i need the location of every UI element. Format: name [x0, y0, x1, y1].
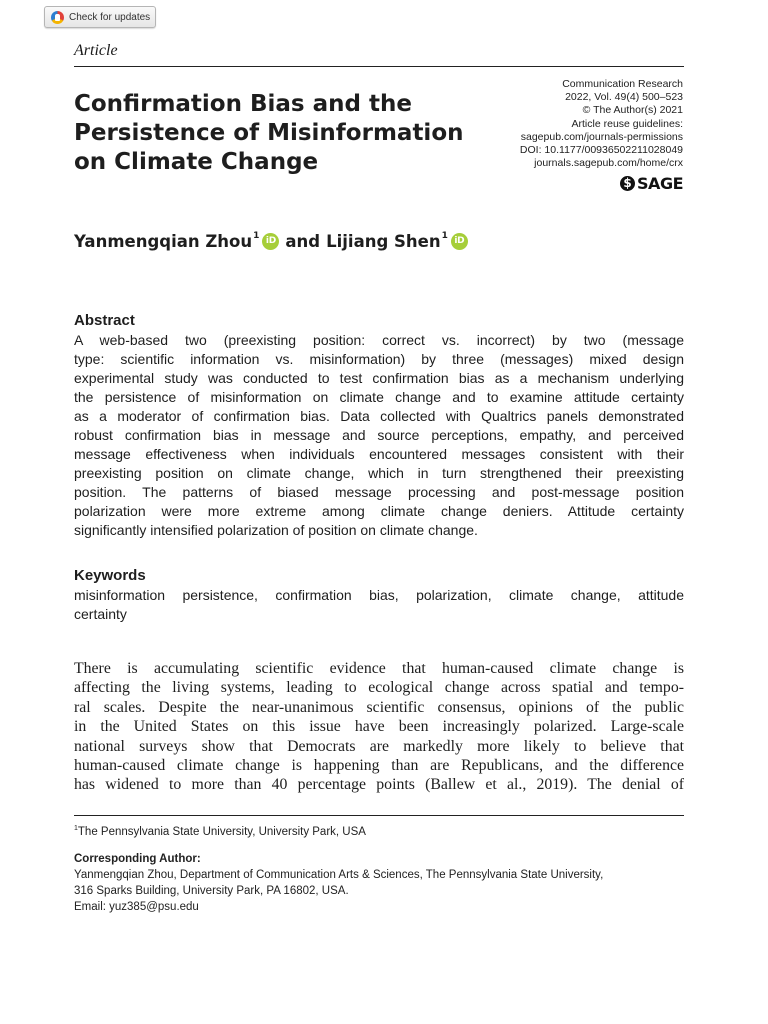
abstract-line: message effectiveness when individuals encountered messages consistent with their — [74, 446, 684, 462]
author-name[interactable]: Yanmengqian Zhou — [74, 232, 253, 251]
orcid-icon[interactable]: iD — [262, 233, 279, 250]
check-for-updates-button[interactable] — [44, 6, 156, 28]
author-list — [74, 232, 468, 251]
reuse-guidelines: Article reuse guidelines: — [571, 117, 683, 130]
keywords-line: misinformation persistence, confirmation bias, polarization, climate change, attitude — [74, 587, 684, 603]
copyright: © The Author(s) 2021 — [582, 104, 683, 117]
journal-volume: 2022, Vol. 49(4) 500–523 — [565, 91, 683, 104]
abstract-text — [74, 331, 684, 540]
doi-link[interactable]: DOI: 10.1177/00936502211028049 — [519, 144, 683, 157]
journal-name: Communication Research — [562, 78, 683, 90]
body-line: ral scales. Despite the near-unanimous scientific consensus, opinions of the public — [74, 698, 684, 716]
sage-logo — [620, 174, 683, 193]
corresponding-line: 316 Sparks Building, University Park, PA 16802, USA. — [74, 885, 349, 897]
permissions-link[interactable]: sagepub.com/journals-permissions — [520, 130, 683, 143]
body-line: human-caused climate change is happening than are Republicans, and the difference — [74, 756, 684, 774]
abstract-line: the persistence of misinformation on climate change and to examine attitude certainty — [74, 389, 684, 405]
footnote-rule — [74, 815, 684, 816]
body-line: There is accumulating scientific evidence that human-caused climate change is — [74, 660, 684, 677]
affiliation-marker: 1 — [253, 230, 260, 241]
abstract-heading: Abstract — [74, 312, 135, 329]
keywords-heading: Keywords — [74, 567, 146, 584]
title-line: on Climate Change — [74, 149, 319, 175]
body-line: affecting the living systems, leading to ecological change across spatial and tempo- — [74, 679, 684, 697]
journal-homepage-link[interactable]: journals.sagepub.com/home/crx — [534, 157, 683, 170]
abstract-line: polarization were more extreme among climate change deniers. Attitude certainty — [74, 503, 684, 519]
title-line: Persistence of Misinformation — [74, 120, 464, 146]
journal-info — [520, 78, 683, 170]
abstract-line: position. The patterns of biased message processing and post-message position — [74, 484, 684, 500]
corresponding-email[interactable]: Email: yuz385@psu.edu — [74, 901, 199, 913]
abstract-line: as a moderator of confirmation bias. Data collected with Qualtrics panels demonstrated — [74, 408, 684, 424]
body-line: in the United States on this issue have been increasingly polarized. Large-scale — [74, 718, 684, 736]
sage-logo-text: SAGE — [637, 174, 683, 193]
author-connector: and — [285, 232, 321, 251]
body-line: national surveys show that Democrats are markedly more likely to believe that — [74, 737, 684, 755]
author-name[interactable]: Lijiang Shen — [326, 232, 441, 251]
sage-mark-icon: $ — [620, 176, 635, 191]
affiliation-number: 1 — [74, 825, 78, 832]
paper-title — [74, 90, 494, 177]
affiliation-marker: 1 — [441, 230, 448, 241]
affiliation-footnote — [74, 825, 366, 838]
abstract-line: type: scientific information vs. misinformation) by three (messages) mixed design — [74, 351, 684, 367]
corresponding-author — [74, 851, 684, 915]
keywords-line: certainty — [74, 606, 127, 622]
corresponding-line: Yanmengqian Zhou, Department of Communication Arts & Sciences, The Pennsylvania State University, — [74, 869, 604, 881]
abstract-line: experimental study was conducted to test confirmation bias as a mechanism underlying — [74, 370, 684, 386]
abstract-line: preexisting position on climate change, which in turn strengthened their preexisting — [74, 465, 684, 481]
orcid-icon[interactable]: iD — [451, 233, 468, 250]
corresponding-heading: Corresponding Author: — [74, 853, 201, 865]
keywords-text — [74, 586, 684, 624]
abstract-line: significantly intensified polarization of position on climate change. — [74, 522, 478, 538]
body-paragraph — [74, 659, 684, 795]
title-line: Confirmation Bias and the — [74, 91, 412, 117]
check-for-updates-label: Check for updates — [69, 11, 151, 23]
article-type-label: Article — [74, 42, 118, 59]
crossmark-icon — [51, 11, 64, 24]
body-line: has widened to more than 40 percentage points (Ballew et al., 2019). The denial of — [74, 776, 684, 794]
header-rule — [74, 66, 684, 67]
abstract-line: robust confirmation bias in message and source perceptions, empathy, and perceived — [74, 427, 684, 443]
abstract-line: A web-based two (preexisting position: correct vs. incorrect) by two (message — [74, 332, 684, 348]
affiliation-text: The Pennsylvania State University, University Park, USA — [77, 825, 366, 838]
